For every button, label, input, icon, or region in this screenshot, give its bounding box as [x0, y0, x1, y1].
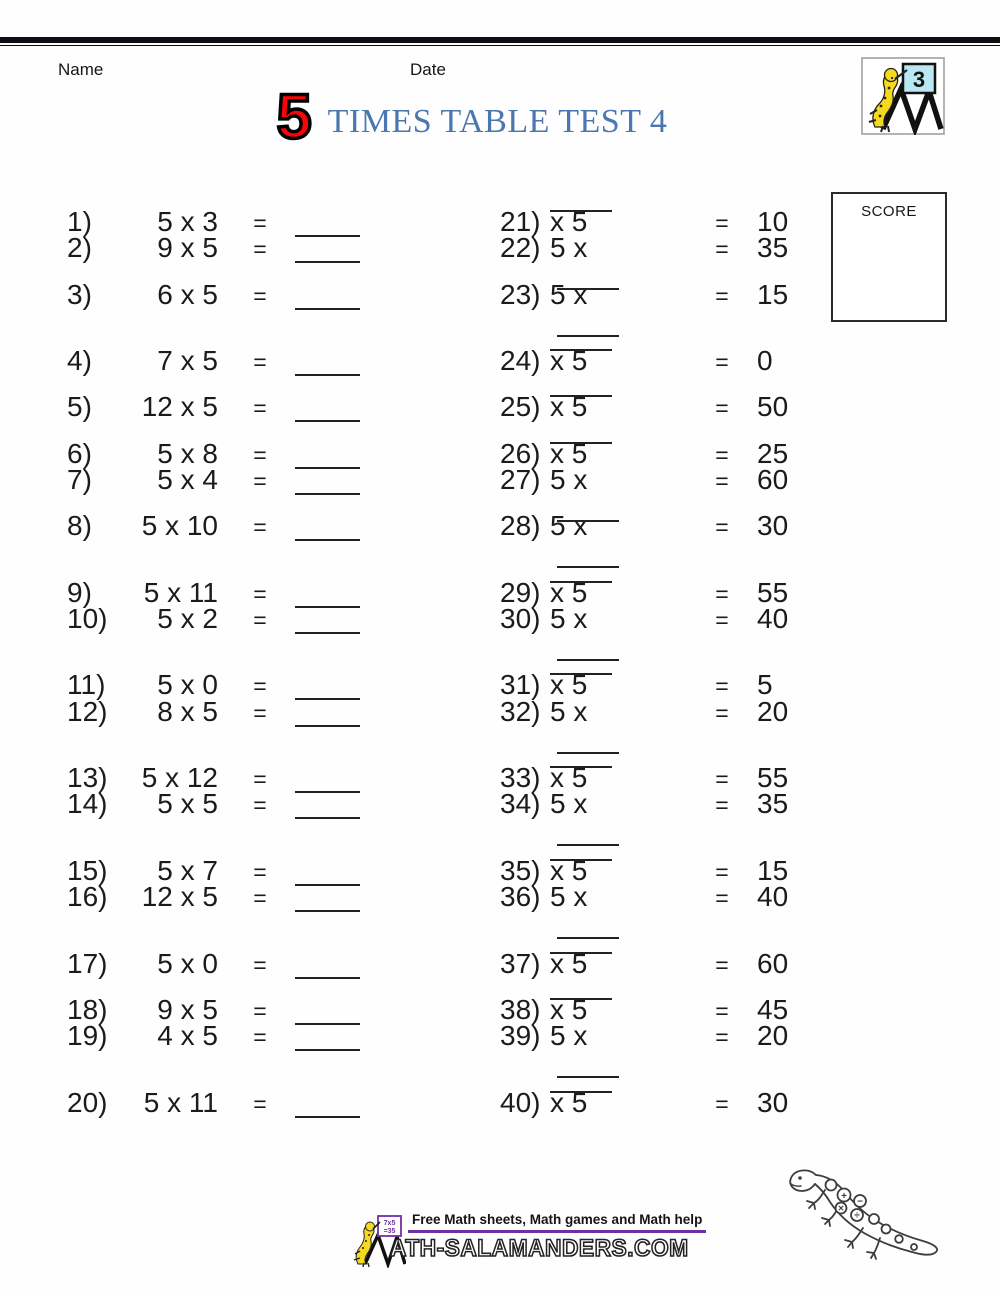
- svg-text:=35: =35: [383, 1228, 396, 1235]
- problem-expression: 9 x 5: [157, 993, 218, 1025]
- equals-sign: =: [715, 514, 729, 541]
- problem-expression: 5 x 11: [143, 1086, 218, 1118]
- problem-number: 34): [500, 788, 541, 820]
- answer-blank: [295, 475, 360, 495]
- problem-number: 9): [67, 576, 92, 608]
- problem-expression: 5 x 12: [141, 762, 218, 794]
- problem-row: [0, 371, 1000, 423]
- equals-sign: =: [253, 514, 267, 541]
- answer-value: 60: [757, 464, 789, 496]
- answer-blank: [295, 588, 360, 608]
- answer-blank: [295, 290, 360, 310]
- svg-text:÷: ÷: [854, 1210, 860, 1222]
- problem-known-text: x 5: [550, 1086, 588, 1118]
- problem-number: 28): [500, 510, 541, 542]
- footer-divider: [408, 1230, 706, 1233]
- equals-sign: =: [253, 468, 267, 495]
- answer-blank: [295, 402, 360, 422]
- problem-number: 37): [500, 947, 541, 979]
- answer-blank: [295, 217, 360, 237]
- problem-expression: [550, 418, 683, 470]
- answer-value: 40: [757, 603, 789, 635]
- problem-number: 36): [500, 881, 541, 913]
- problems-list: [0, 186, 1000, 1118]
- answer-value: 20: [757, 695, 789, 727]
- problem-expression: 8 x 5: [157, 695, 218, 727]
- problem-row: [0, 464, 1000, 510]
- equals-sign: =: [253, 673, 267, 700]
- answer-blank: [550, 331, 612, 351]
- equals-sign: =: [253, 349, 267, 376]
- equals-sign: =: [253, 236, 267, 263]
- svg-text:×: ×: [838, 1203, 844, 1215]
- svg-text:+: +: [841, 1190, 847, 1202]
- equals-sign: =: [715, 1090, 729, 1117]
- problem-known-text: 5 x: [550, 603, 588, 635]
- problem-expression: [550, 186, 683, 238]
- equals-sign: =: [715, 699, 729, 726]
- equals-sign: =: [253, 1024, 267, 1051]
- answer-blank: [557, 502, 619, 522]
- problem-known-text: x 5: [550, 391, 588, 423]
- problem-number: 3): [67, 278, 92, 310]
- problem-row: [0, 279, 1000, 325]
- problem-expression: [550, 603, 683, 655]
- problem-expression: 5 x 4: [157, 464, 218, 496]
- answer-blank: [550, 192, 612, 212]
- answer-blank: [550, 980, 612, 1000]
- problem-number: 24): [500, 345, 541, 377]
- answer-blank: [550, 655, 612, 675]
- answer-blank: [295, 866, 360, 886]
- problem-known-text: x 5: [550, 437, 588, 469]
- equals-sign: =: [715, 468, 729, 495]
- problem-number: 15): [67, 854, 108, 886]
- problem-expression: 5 x 2: [157, 603, 218, 635]
- problem-expression: 9 x 5: [157, 232, 218, 264]
- problem-expression: 12 x 5: [141, 881, 218, 913]
- problem-row: [0, 974, 1000, 1025]
- problem-number: 31): [500, 669, 541, 701]
- equals-sign: =: [715, 441, 729, 468]
- equals-sign: =: [715, 766, 729, 793]
- problem-number: 26): [500, 437, 541, 469]
- problem-expression: 4 x 5: [157, 1020, 218, 1052]
- problem-expression: 5 x 7: [157, 854, 218, 886]
- problem-expression: [550, 232, 683, 284]
- equals-sign: =: [253, 885, 267, 912]
- problem-row: [0, 788, 1000, 834]
- problem-row: [0, 232, 1000, 278]
- problem-number: 18): [67, 993, 108, 1025]
- answer-value: 45: [757, 993, 789, 1025]
- problem-known-text: 5 x: [550, 278, 588, 310]
- problem-known-text: x 5: [550, 345, 588, 377]
- equals-sign: =: [715, 951, 729, 978]
- answer-blank: [295, 707, 360, 727]
- problem-number: 10): [67, 603, 108, 635]
- problem-row: [0, 325, 1000, 377]
- problem-number: 32): [500, 695, 541, 727]
- problem-row: [0, 603, 1000, 649]
- problem-expression: [550, 371, 683, 423]
- problem-row: [0, 557, 1000, 608]
- problem-number: 1): [67, 206, 92, 237]
- problem-known-text: 5 x: [550, 881, 588, 913]
- answer-blank: [295, 680, 360, 700]
- answer-blank: [295, 614, 360, 634]
- answer-blank: [550, 841, 612, 861]
- problem-row: [0, 186, 1000, 237]
- answer-value: 15: [757, 854, 789, 886]
- answer-value: 60: [757, 947, 789, 979]
- equals-sign: =: [253, 766, 267, 793]
- problem-number: 12): [67, 695, 108, 727]
- problem-number: 2): [67, 232, 92, 264]
- answer-blank: [295, 449, 360, 469]
- answer-value: 10: [757, 206, 789, 237]
- equals-sign: =: [253, 997, 267, 1024]
- problem-row: [0, 835, 1000, 886]
- problem-row: [0, 510, 1000, 556]
- problem-number: 29): [500, 576, 541, 608]
- problem-number: 6): [67, 437, 92, 469]
- problem-number: 14): [67, 788, 108, 820]
- problem-row: [0, 418, 1000, 469]
- problem-expression: [550, 464, 683, 516]
- answer-value: 5: [757, 669, 773, 701]
- answer-value: 40: [757, 881, 789, 913]
- problem-number: 20): [67, 1086, 108, 1118]
- answer-value: 35: [757, 232, 789, 264]
- problem-number: 38): [500, 993, 541, 1025]
- answer-blank: [295, 521, 360, 541]
- equals-sign: =: [253, 580, 267, 607]
- answer-value: 0: [757, 345, 773, 377]
- problem-row: [0, 928, 1000, 979]
- problem-number: 33): [500, 762, 541, 794]
- problem-row: [0, 881, 1000, 927]
- problem-known-text: x 5: [550, 947, 588, 979]
- problem-row: [0, 649, 1000, 701]
- equals-sign: =: [253, 395, 267, 422]
- problem-expression: 5 x 10: [141, 510, 218, 542]
- problem-expression: [550, 974, 683, 1026]
- answer-blank: [550, 424, 612, 444]
- answer-value: 55: [757, 762, 789, 794]
- answer-blank: [550, 377, 612, 397]
- problem-expression: 5 x 0: [157, 947, 218, 979]
- title-text: TIMES TABLE TEST 4: [327, 103, 668, 140]
- problem-expression: 5 x 5: [157, 788, 218, 820]
- equals-sign: =: [715, 792, 729, 819]
- answer-value: 30: [757, 1086, 789, 1118]
- salamander-illustration: [783, 1156, 951, 1268]
- equals-sign: =: [253, 607, 267, 634]
- problem-expression: 5 x 8: [157, 437, 218, 469]
- equals-sign: =: [715, 858, 729, 885]
- problem-known-text: x 5: [550, 854, 588, 886]
- title-table-number: 5: [276, 82, 312, 152]
- equals-sign: =: [253, 858, 267, 885]
- equals-sign: =: [715, 395, 729, 422]
- footer: [350, 1210, 706, 1268]
- answer-blank: [295, 959, 360, 979]
- problem-number: 19): [67, 1020, 108, 1052]
- problem-row: [0, 1020, 1000, 1066]
- answer-blank: [295, 773, 360, 793]
- answer-value: 50: [757, 391, 789, 423]
- problem-known-text: 5 x: [550, 510, 588, 542]
- problem-number: 40): [500, 1086, 541, 1118]
- equals-sign: =: [253, 441, 267, 468]
- top-border-rule: [0, 37, 1000, 46]
- answer-blank: [295, 1098, 360, 1118]
- page-title: [0, 82, 1000, 152]
- equals-sign: =: [715, 885, 729, 912]
- answer-value: 30: [757, 510, 789, 542]
- answer-blank: [550, 748, 612, 768]
- answer-blank: [295, 892, 360, 912]
- problem-number: 5): [67, 391, 92, 423]
- score-label: SCORE: [861, 203, 917, 220]
- equals-sign: =: [253, 951, 267, 978]
- equals-sign: =: [715, 210, 729, 236]
- problem-expression: [550, 696, 683, 748]
- answer-blank: [550, 934, 612, 954]
- problem-row: [0, 696, 1000, 742]
- svg-text:7x5: 7x5: [383, 1220, 396, 1227]
- equals-sign: =: [253, 1090, 267, 1117]
- problem-known-text: 5 x: [550, 1020, 588, 1052]
- answer-blank: [550, 1073, 612, 1093]
- problem-known-text: x 5: [550, 669, 588, 701]
- problem-known-text: x 5: [550, 762, 588, 794]
- equals-sign: =: [253, 282, 267, 309]
- problem-number: 13): [67, 762, 108, 794]
- problem-known-text: 5 x: [550, 232, 588, 264]
- answer-value: 35: [757, 788, 789, 820]
- date-label: Date: [410, 60, 446, 79]
- problem-known-text: 5 x: [550, 788, 588, 820]
- equals-sign: =: [253, 210, 267, 236]
- problem-number: 27): [500, 464, 541, 496]
- problem-known-text: 5 x: [550, 464, 588, 496]
- answer-value: 25: [757, 437, 789, 469]
- problem-number: 17): [67, 947, 108, 979]
- problem-row: [0, 742, 1000, 794]
- answer-value: 20: [757, 1020, 789, 1052]
- footer-tagline: Free Math sheets, Math games and Math help: [412, 1212, 703, 1227]
- equals-sign: =: [715, 236, 729, 263]
- equals-sign: =: [715, 1024, 729, 1051]
- answer-blank: [295, 1031, 360, 1051]
- equals-sign: =: [253, 792, 267, 819]
- problem-number: 23): [500, 278, 541, 310]
- problem-expression: 12 x 5: [141, 391, 218, 423]
- problem-known-text: 5 x: [550, 695, 588, 727]
- problem-number: 21): [500, 206, 541, 237]
- name-label: Name: [58, 60, 104, 79]
- equals-sign: =: [715, 673, 729, 700]
- problem-row: [0, 1067, 1000, 1118]
- answer-value: 15: [757, 278, 789, 310]
- answer-blank: [295, 243, 360, 263]
- problem-expression: [550, 788, 683, 840]
- problem-known-text: x 5: [550, 576, 588, 608]
- answer-blank: [295, 1005, 360, 1025]
- problem-number: 7): [67, 464, 92, 496]
- problem-number: 4): [67, 345, 92, 377]
- problem-expression: 5 x 3: [157, 206, 218, 237]
- answer-blank: [550, 563, 612, 583]
- footer-site-name: ATH-SALAMANDERS.COM: [390, 1235, 689, 1262]
- equals-sign: =: [715, 580, 729, 607]
- equals-sign: =: [715, 997, 729, 1024]
- answer-blank: [295, 356, 360, 376]
- problem-known-text: x 5: [550, 206, 588, 237]
- problem-expression: [550, 1020, 683, 1072]
- equals-sign: =: [715, 349, 729, 376]
- problem-number: 11): [67, 669, 106, 701]
- problem-expression: [550, 881, 683, 933]
- answer-blank: [295, 799, 360, 819]
- answer-blank: [557, 270, 619, 290]
- answer-value: 55: [757, 576, 789, 608]
- problem-number: 8): [67, 510, 92, 542]
- equals-sign: =: [715, 607, 729, 634]
- problem-expression: 5 x 11: [143, 576, 218, 608]
- problem-number: 30): [500, 603, 541, 635]
- equals-sign: =: [715, 282, 729, 309]
- problem-known-text: x 5: [550, 993, 588, 1025]
- svg-text:−: −: [857, 1196, 863, 1208]
- problem-expression: 6 x 5: [157, 278, 218, 310]
- problem-number: 22): [500, 232, 541, 264]
- problem-number: 35): [500, 854, 541, 886]
- problem-expression: 7 x 5: [157, 345, 218, 377]
- problem-number: 39): [500, 1020, 541, 1052]
- problem-number: 25): [500, 391, 541, 423]
- equals-sign: =: [253, 699, 267, 726]
- problem-number: 16): [67, 881, 108, 913]
- problem-expression: 5 x 0: [157, 669, 218, 701]
- logo-board-number: 3: [912, 67, 926, 92]
